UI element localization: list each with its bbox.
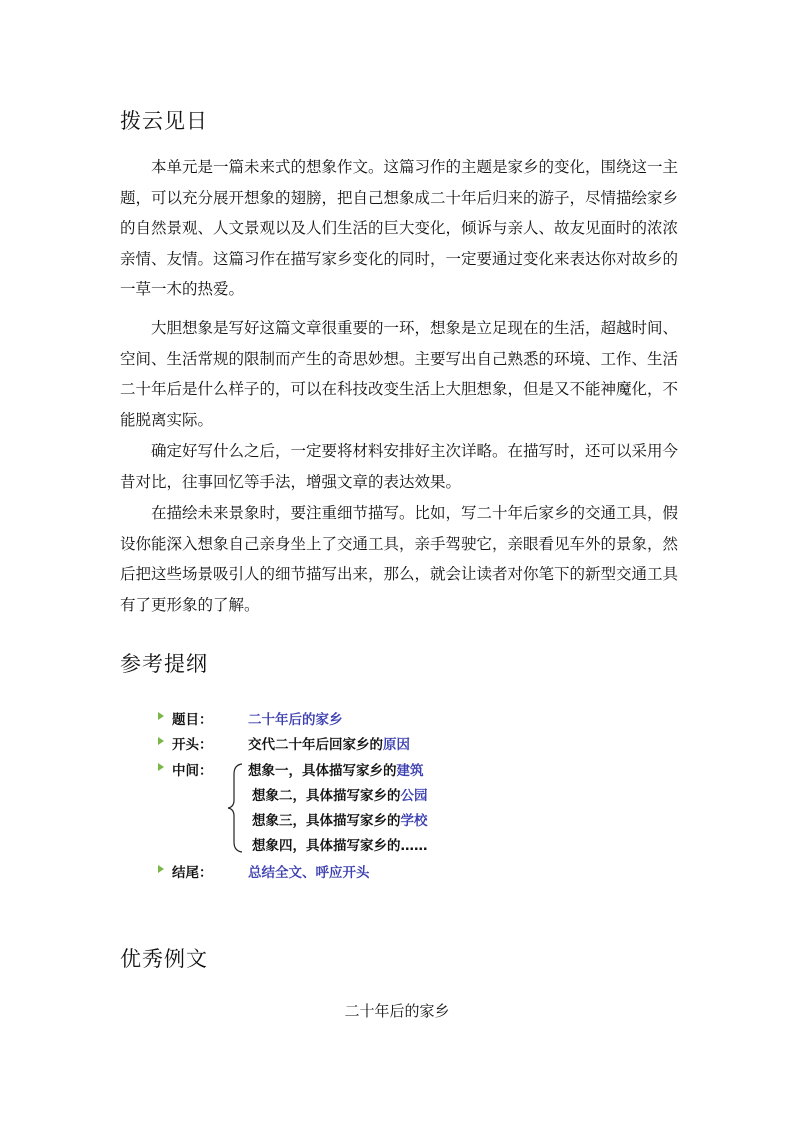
middle-item-text: 想象一，具体描写家乡的 <box>248 763 397 779</box>
outline-label: 中间： <box>172 763 213 779</box>
outline-middle-item <box>252 834 428 854</box>
article-title: 二十年后的家乡 <box>344 1002 450 1020</box>
bullet-icon <box>158 712 164 720</box>
outline-middle-item <box>252 784 428 804</box>
paragraph-structure: 确定好写什么之后，一定要将材料安排好主次详略。在描写时，还可以采用今昔对比，往事回忆等手法，增强文章的表达效果。 <box>120 442 679 491</box>
outline-ending-value: 总结全文、呼应开头 <box>248 865 370 881</box>
paragraph-details: 在描绘未来景象时，要注重细节描写。比如，写二十年后家乡的交通工具，假设你能深入想象自己亲身坐上了交通工具，亲手驾驶它，亲眼看见车外的景象，然后把这些场景吸引人的细节描写出来，那么，就会让读者对你笔下的新型交通工具有了更形象的了解。 <box>120 504 679 614</box>
outline-label: 结尾： <box>172 865 213 881</box>
middle-item-text: 想象二，具体描写家乡的 <box>252 788 401 804</box>
section-title-bo-yun-jian-ri: 拨云见日 <box>120 109 208 133</box>
outline-opening-text: 交代二十年后回家乡的 <box>248 737 383 753</box>
outline-title-value: 二十年后的家乡 <box>248 712 343 728</box>
bullet-icon <box>158 865 164 873</box>
middle-item-highlight: 学校 <box>400 813 428 829</box>
bullet-icon <box>158 737 164 745</box>
outline-label: 题目： <box>172 712 213 728</box>
paragraph-intro: 本单元是一篇未来式的想象作文。这篇习作的主题是家乡的变化，围绕这一主题，可以充分展开想象的翅膀，把自己想象成二十年后归来的游子，尽情描绘家乡的自然景观、人文景观以及人们生活的巨大变化，倾诉与亲人、故友见面时的浓浓亲情、友情。这篇习作在描写家乡变化的同时，一定要通过变化来表达你对故乡的一草一木的热爱。 <box>120 158 679 298</box>
outline-middle-item <box>248 759 424 779</box>
bullet-icon <box>158 763 164 771</box>
section-title-outline: 参考提纲 <box>120 652 208 676</box>
outline-label: 开头： <box>172 737 213 753</box>
middle-item-text: 想象三，具体描写家乡的 <box>252 813 401 829</box>
middle-item-highlight: 公园 <box>400 788 428 804</box>
outline-opening-highlight: 原因 <box>383 737 410 753</box>
middle-item-highlight: 建筑 <box>396 763 424 779</box>
outline-opening-value <box>248 733 410 753</box>
outline-middle-item <box>252 809 428 829</box>
section-title-sample-essay: 优秀例文 <box>120 947 208 971</box>
curly-brace-icon <box>226 762 246 854</box>
middle-item-text: 想象四，具体描写家乡的…… <box>252 838 428 854</box>
paragraph-imagination: 大胆想象是写好这篇文章很重要的一环，想象是立足现在的生活，超越时间、空间、生活常规的限制而产生的奇思妙想。主要写出自己熟悉的环境、工作、生活二十年后是什么样子的，可以在科技改变生活上大胆想象，但是又不能神魔化，不能脱离实际。 <box>120 319 679 429</box>
